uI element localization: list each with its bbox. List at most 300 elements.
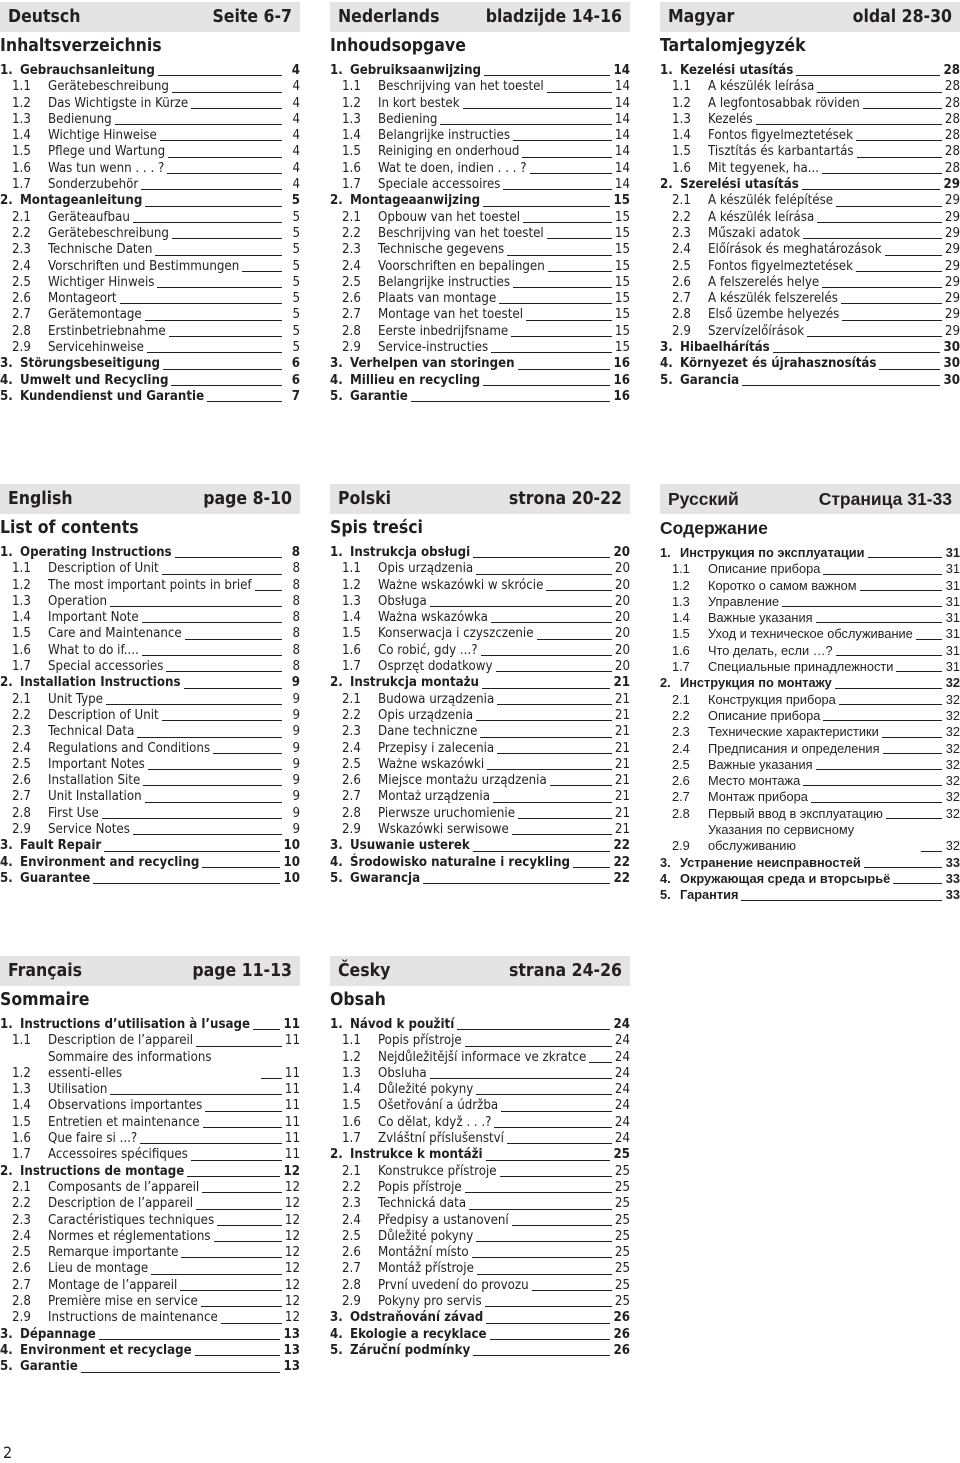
toc-entry xyxy=(330,871,630,887)
leader-line xyxy=(157,287,282,288)
toc-entry xyxy=(0,1261,300,1277)
entry-title: Plaats van montage xyxy=(378,291,497,307)
entry-page: 28 xyxy=(944,79,960,95)
entry-title: First Use xyxy=(48,805,99,821)
entry-title: Störungsbeseitigung xyxy=(20,356,161,372)
entry-page: 31 xyxy=(945,610,960,626)
leader-line xyxy=(184,688,282,689)
entry-number: 1.5 xyxy=(12,144,31,160)
entry-page: 26 xyxy=(613,1342,630,1358)
toc-entry xyxy=(0,757,300,773)
entry-number: 1.4 xyxy=(672,128,691,144)
toc-entry xyxy=(660,675,960,691)
toc-title: Содержание xyxy=(660,518,768,538)
entry-page: 25 xyxy=(614,1228,630,1244)
entry-title: Důležité pokyny xyxy=(378,1228,474,1244)
entry-number: 2. xyxy=(0,193,13,209)
entry-title: Pokyny pro servis xyxy=(378,1294,482,1310)
entry-title: Unit Installation xyxy=(48,789,142,805)
toc-entry xyxy=(0,806,300,822)
toc-entry xyxy=(330,1017,630,1033)
language-name: Nederlands xyxy=(338,7,440,27)
entry-page: 26 xyxy=(613,1310,630,1326)
entry-title: Důležité pokyny xyxy=(378,1082,474,1098)
entry-number: 1.5 xyxy=(342,144,361,160)
leader-line xyxy=(214,1241,282,1242)
entry-page: 12 xyxy=(284,1261,300,1277)
entry-number: 1.3 xyxy=(342,111,361,127)
entry-number: 1.1 xyxy=(342,79,361,95)
language-header xyxy=(660,2,960,32)
entry-title: Instructions de maintenance xyxy=(48,1310,218,1326)
toc-entry xyxy=(330,1343,630,1359)
entry-title: Гарантия xyxy=(680,887,739,903)
entry-number: 2.9 xyxy=(342,822,361,838)
entry-title: Előírások és meghatározások xyxy=(708,242,882,258)
entry-title: Co dělat, když . . .? xyxy=(378,1114,492,1130)
entry-title: Montaż urządzenia xyxy=(378,789,490,805)
entry-page: 12 xyxy=(284,1196,300,1212)
entry-number: 2. xyxy=(0,675,13,691)
toc-entry xyxy=(0,659,300,675)
toc-entry xyxy=(0,1294,300,1310)
toc-entry xyxy=(660,757,960,773)
entry-page: 29 xyxy=(944,291,960,307)
entry-page: 32 xyxy=(945,707,960,723)
entry-title: Opbouw van het toestel xyxy=(378,209,521,225)
toc-entry xyxy=(0,822,300,838)
entry-number: 1.2 xyxy=(12,95,31,111)
toc-entry xyxy=(0,545,300,561)
leader-line xyxy=(140,1143,282,1144)
leader-line xyxy=(81,1372,281,1373)
entry-number: 1.3 xyxy=(12,1082,31,1098)
entry-title: Installation Instructions xyxy=(20,675,181,691)
entry-page: 28 xyxy=(944,144,960,160)
leader-line xyxy=(411,401,611,402)
entry-number: 2.4 xyxy=(12,1228,31,1244)
language-name: Français xyxy=(8,961,82,981)
entry-title: Beschrijving van het toestel xyxy=(378,225,544,241)
entry-number: 2.4 xyxy=(342,258,361,274)
entry-number: 2.1 xyxy=(672,691,690,707)
entry-page: 15 xyxy=(614,242,630,258)
toc-entry xyxy=(660,161,960,177)
entry-page: 5 xyxy=(292,242,300,258)
leader-line xyxy=(162,574,282,575)
entry-page: 32 xyxy=(945,838,960,854)
toc-entry xyxy=(0,275,300,291)
leader-line xyxy=(522,157,612,158)
entry-title: Instrukce k montáži xyxy=(350,1147,483,1163)
entry-page: 31 xyxy=(945,593,960,609)
entry-number: 1. xyxy=(330,63,343,78)
leader-line xyxy=(802,189,941,190)
entry-title: Miejsce montażu urządzenia xyxy=(378,773,547,789)
entry-title: Description of Unit xyxy=(48,561,159,577)
entry-title: Dépannage xyxy=(20,1326,96,1342)
language-header xyxy=(330,484,630,514)
entry-number: 1.6 xyxy=(672,642,690,658)
leader-line xyxy=(816,769,942,770)
toc-entry xyxy=(0,356,300,372)
entry-title: Nejdůležitější informace ve zkratce xyxy=(378,1049,587,1065)
entry-title: Co robić, gdy ...? xyxy=(378,642,478,658)
entry-page: 5 xyxy=(291,193,300,209)
leader-line xyxy=(860,590,942,591)
leader-line xyxy=(518,818,612,819)
entry-page: 25 xyxy=(614,1245,630,1261)
entry-page: 5 xyxy=(292,258,300,274)
entry-title: Belangrijke instructies xyxy=(378,128,510,144)
entry-number: 2.6 xyxy=(672,274,691,290)
entry-title: Garancia xyxy=(680,372,740,388)
toc-block-fr xyxy=(0,956,300,1376)
entry-number: 1.1 xyxy=(672,79,691,95)
entry-title: Utilisation xyxy=(48,1082,108,1098)
entry-number: 1.2 xyxy=(672,577,690,593)
leader-line xyxy=(202,867,280,868)
leader-line xyxy=(842,320,942,321)
leader-line xyxy=(476,720,612,721)
toc-entry xyxy=(330,1310,630,1326)
entry-page: 14 xyxy=(614,128,630,144)
entry-number: 2.7 xyxy=(342,1261,361,1277)
entry-page: 32 xyxy=(945,724,960,740)
entry-title: Service-instructies xyxy=(378,340,489,356)
entry-number: 4. xyxy=(0,372,13,388)
toc-entry xyxy=(660,373,960,389)
entry-number: 1.7 xyxy=(672,659,690,675)
leader-line xyxy=(742,385,940,386)
entry-title: Kundendienst und Garantie xyxy=(20,388,205,404)
entry-title: Montage de l’appareil xyxy=(48,1277,178,1293)
leader-line xyxy=(501,1111,612,1112)
entry-page: 25 xyxy=(614,1163,630,1179)
leader-line xyxy=(500,1176,612,1177)
entry-number: 2.2 xyxy=(12,707,31,723)
leader-line xyxy=(546,590,612,591)
entry-page: 29 xyxy=(943,177,960,193)
toc-entry xyxy=(0,594,300,610)
entry-title: Fault Repair xyxy=(20,838,102,854)
entry-title: Műszaki adatok xyxy=(708,225,801,241)
leader-line xyxy=(242,271,282,272)
entry-title: Описание прибора xyxy=(708,707,821,723)
entry-page: 12 xyxy=(284,1228,300,1244)
toc-entry xyxy=(330,724,630,740)
leader-line xyxy=(796,75,940,76)
entry-title: Устранение неисправностей xyxy=(680,854,861,870)
entry-page: 14 xyxy=(614,79,630,95)
entry-number: 2. xyxy=(330,1147,343,1163)
entry-number: 1.3 xyxy=(342,593,361,609)
entry-title: Kezelés xyxy=(708,111,753,127)
entry-page: 14 xyxy=(614,144,630,160)
entry-number: 2.7 xyxy=(12,789,31,805)
entry-number: 2.8 xyxy=(672,307,691,323)
entry-number: 2.5 xyxy=(672,258,691,274)
toc-entry xyxy=(0,1050,300,1083)
entry-number: 2.8 xyxy=(342,323,361,339)
leader-line xyxy=(185,639,282,640)
entry-number: 1.7 xyxy=(342,1131,361,1147)
entry-number: 1.3 xyxy=(12,111,31,127)
entry-title: A készülék leírása xyxy=(708,79,815,95)
toc-entry xyxy=(330,594,630,610)
leader-line xyxy=(255,590,282,591)
leader-line xyxy=(816,622,942,623)
leader-line xyxy=(863,108,942,109)
toc-block-cz xyxy=(330,956,630,1359)
entry-number: 3. xyxy=(330,1310,343,1326)
leader-line xyxy=(145,320,282,321)
entry-page: 16 xyxy=(613,388,630,404)
toc-entry xyxy=(660,275,960,291)
entry-page: 33 xyxy=(945,854,960,870)
leader-line xyxy=(102,818,282,819)
entry-page: 29 xyxy=(944,242,960,258)
entry-title: Hibaelhárítás xyxy=(680,340,770,356)
toc-entry xyxy=(330,692,630,708)
leader-line xyxy=(465,1046,612,1047)
toc-entry xyxy=(330,561,630,577)
entry-number: 2.6 xyxy=(12,773,31,789)
entry-number: 5. xyxy=(330,870,343,886)
entry-number: 4. xyxy=(330,1326,343,1342)
leader-line xyxy=(537,639,612,640)
entry-page: 8 xyxy=(292,593,300,609)
entry-number: 2.8 xyxy=(12,323,31,339)
leader-line xyxy=(155,255,282,256)
entry-page: 31 xyxy=(945,626,960,642)
entry-page: 4 xyxy=(292,160,300,176)
entry-title: Wichtiger Hinweis xyxy=(48,274,155,290)
entry-page: 16 xyxy=(613,356,630,372)
entry-title: Opis urządzenia xyxy=(378,561,474,577)
entry-number: 1.6 xyxy=(12,1131,31,1147)
toc-entry xyxy=(330,1229,630,1245)
entry-number: 1. xyxy=(330,545,343,560)
leader-line xyxy=(487,769,612,770)
toc-entry xyxy=(330,210,630,226)
entry-title: Instrukcja obsługi xyxy=(350,545,471,560)
entry-page: 13 xyxy=(283,1359,300,1375)
leader-line xyxy=(573,867,610,868)
entry-number: 1.4 xyxy=(342,610,361,626)
entry-number: 2.7 xyxy=(672,291,691,307)
leader-line xyxy=(145,206,282,207)
entry-page: 28 xyxy=(944,160,960,176)
entry-title: Reiniging en onderhoud xyxy=(378,144,520,160)
leader-line xyxy=(511,336,612,337)
leader-line xyxy=(217,1225,282,1226)
entry-title: Zvláštní příslušenství xyxy=(378,1131,504,1147)
toc-entry xyxy=(330,1261,630,1277)
entry-page: 6 xyxy=(291,372,300,388)
entry-page: 32 xyxy=(945,756,960,772)
entry-number: 2.5 xyxy=(342,756,361,772)
entry-title: Instructions d’utilisation à l’usage xyxy=(20,1017,251,1032)
entry-title: Umwelt und Recycling xyxy=(20,372,169,388)
leader-line xyxy=(526,320,612,321)
leader-line xyxy=(807,336,942,337)
entry-number: 1.7 xyxy=(12,1147,31,1163)
toc-entry xyxy=(0,561,300,577)
toc-entry xyxy=(330,1082,630,1098)
entry-page: 25 xyxy=(614,1212,630,1228)
leader-line xyxy=(482,688,610,689)
toc-entry xyxy=(0,871,300,887)
entry-title: The most important points in brief xyxy=(48,577,252,593)
leader-line xyxy=(175,557,282,558)
toc-entry xyxy=(660,594,960,610)
leader-line xyxy=(741,900,942,901)
leader-line xyxy=(120,303,282,304)
toc-entry xyxy=(660,789,960,805)
leader-line xyxy=(110,606,282,607)
entry-title: Конструкция прибора xyxy=(708,691,836,707)
toc-entry xyxy=(330,643,630,659)
toc-entry xyxy=(0,144,300,160)
leader-line xyxy=(151,1274,282,1275)
leader-line xyxy=(496,671,612,672)
entry-number: 2.8 xyxy=(12,1294,31,1310)
page-range: oldal 28-30 xyxy=(852,7,952,27)
entry-page: 22 xyxy=(613,870,630,886)
entry-number: 2.9 xyxy=(672,838,690,854)
entry-title: Description de l’appareil xyxy=(48,1196,194,1212)
entry-page: 4 xyxy=(292,128,300,144)
entry-number: 1.2 xyxy=(342,95,361,111)
entry-title: Observations importantes xyxy=(48,1098,203,1114)
entry-title: Montáž přístroje xyxy=(378,1261,474,1277)
entry-number: 1.5 xyxy=(672,626,690,642)
toc-entry xyxy=(0,210,300,226)
toc-entry xyxy=(660,708,960,724)
entry-title: Ważna wskazówka xyxy=(378,610,488,626)
entry-title: Gerätebeschreibung xyxy=(48,225,169,241)
entry-number: 1.7 xyxy=(12,659,31,675)
leader-line xyxy=(856,140,942,141)
leader-line xyxy=(430,606,612,607)
toc-entry xyxy=(0,161,300,177)
toc-entry xyxy=(660,193,960,209)
entry-number: 1.3 xyxy=(12,593,31,609)
entry-number: 2.3 xyxy=(672,724,690,740)
toc-entry xyxy=(660,291,960,307)
entry-title: Wat te doen, indien . . . ? xyxy=(378,160,527,176)
entry-number: 2.6 xyxy=(342,773,361,789)
toc-entry xyxy=(0,324,300,340)
toc-entry xyxy=(0,1082,300,1098)
entry-page: 5 xyxy=(292,274,300,290)
entry-title: Normes et réglementations xyxy=(48,1228,211,1244)
entry-number: 2.1 xyxy=(12,209,31,225)
entry-number: 1.5 xyxy=(342,1098,361,1114)
entry-title: Szerelési utasítás xyxy=(680,177,799,193)
leader-line xyxy=(530,173,612,174)
toc-entry xyxy=(0,389,300,405)
leader-line xyxy=(507,1143,612,1144)
entry-page: 28 xyxy=(944,128,960,144)
entry-title: Монтаж прибора xyxy=(708,789,808,805)
toc-entry xyxy=(660,610,960,626)
entry-page: 5 xyxy=(292,340,300,356)
entry-number: 2.6 xyxy=(342,1245,361,1261)
entry-number: 1.1 xyxy=(12,79,31,95)
entry-number: 1.6 xyxy=(342,1114,361,1130)
entry-page: 5 xyxy=(292,323,300,339)
leader-line xyxy=(513,287,612,288)
entry-number: 1. xyxy=(0,63,13,78)
leader-line xyxy=(836,206,942,207)
toc-entry xyxy=(330,806,630,822)
entry-page: 11 xyxy=(284,1082,300,1098)
entry-title: Odstraňování závad xyxy=(350,1310,484,1326)
entry-title: Guarantee xyxy=(20,870,91,886)
entry-page: 26 xyxy=(613,1326,630,1342)
leader-line xyxy=(147,352,282,353)
entry-title: Předpisy a ustanovení xyxy=(378,1212,509,1228)
entry-title: Technical Data xyxy=(48,724,135,740)
toc-entry xyxy=(0,259,300,275)
entry-title: Gerätebeschreibung xyxy=(48,79,169,95)
leader-line xyxy=(261,1078,282,1079)
entry-title: Специальные принадлежности xyxy=(708,659,894,675)
entry-title: Lieu de montage xyxy=(48,1261,149,1277)
entry-number: 2.1 xyxy=(342,209,361,225)
toc-entry xyxy=(0,692,300,708)
entry-title: Millieu en recycling xyxy=(350,372,481,388)
entry-page: 7 xyxy=(291,388,300,404)
toc-title: List of contents xyxy=(0,518,139,538)
leader-line xyxy=(484,75,610,76)
leader-line xyxy=(811,802,942,803)
leader-line xyxy=(203,1127,282,1128)
entry-page: 15 xyxy=(614,323,630,339)
entry-page: 20 xyxy=(614,593,630,609)
leader-line xyxy=(879,369,940,370)
language-header xyxy=(330,956,630,986)
entry-title: Garantie xyxy=(20,1359,78,1375)
entry-page: 21 xyxy=(614,773,630,789)
entry-page: 32 xyxy=(945,740,960,756)
entry-title: Środowisko naturalne i recykling xyxy=(350,854,571,870)
entry-page: 25 xyxy=(614,1261,630,1277)
entry-title: Pierwsze uruchomienie xyxy=(378,805,516,821)
entry-number: 1.6 xyxy=(12,160,31,176)
entry-number: 2.7 xyxy=(12,1277,31,1293)
entry-number: 4. xyxy=(660,870,671,886)
leader-line xyxy=(423,883,610,884)
leader-line xyxy=(167,173,282,174)
entry-page: 13 xyxy=(283,1326,300,1342)
entry-title: Ošetřování a údržba xyxy=(378,1098,499,1114)
entry-title: Предписания и определения xyxy=(708,740,880,756)
toc-entry xyxy=(0,855,300,871)
language-name: Česky xyxy=(338,961,391,981)
toc-entry xyxy=(0,1310,300,1326)
entry-page: 11 xyxy=(284,1098,300,1114)
entry-number: 3. xyxy=(0,838,13,854)
entry-number: 1.5 xyxy=(342,626,361,642)
entry-page: 20 xyxy=(614,626,630,642)
entry-page: 11 xyxy=(284,1065,300,1081)
entry-title: Przepisy i zalecenia xyxy=(378,740,495,756)
toc-entry xyxy=(660,724,960,740)
entry-page: 32 xyxy=(945,789,960,805)
